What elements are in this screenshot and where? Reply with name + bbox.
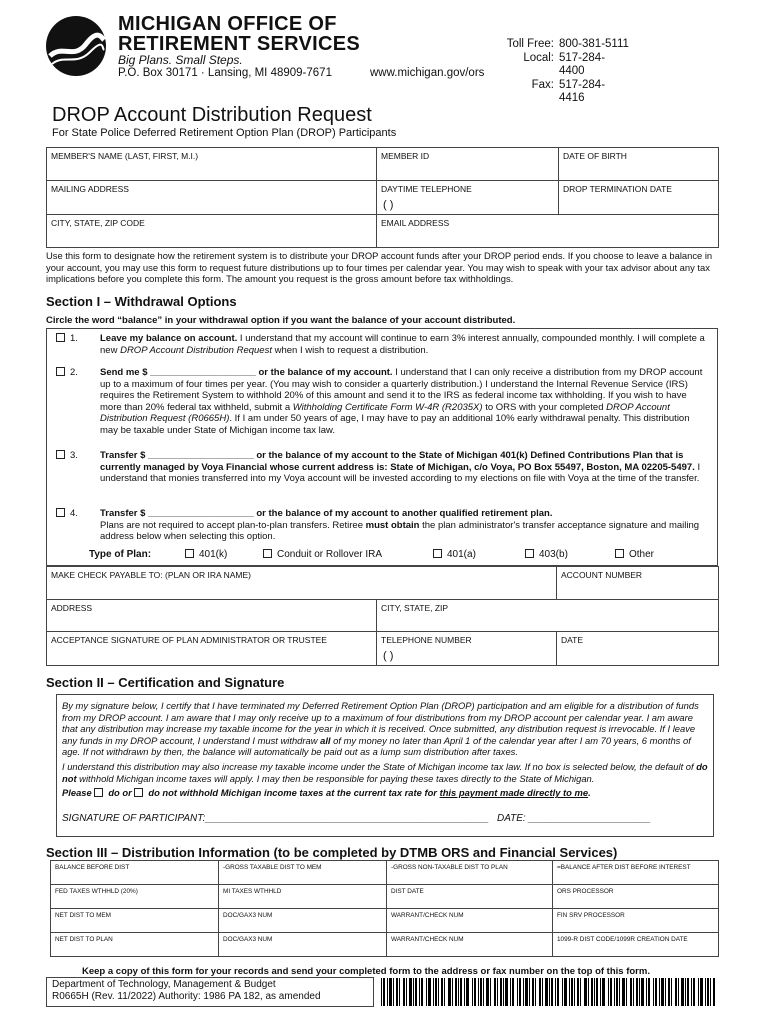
plan-type-403b[interactable]: 403(b) (525, 549, 615, 560)
option-1: 1. Leave my balance on account. I understand that my account will continue to earn 3% interest annually, compounded monthly. I will complete a new DROP Account Distribution Request when I wish to request a distribution. (56, 333, 708, 356)
section3-title: Section III – Distribution Information (to be completed by DTMB ORS and Financial Services) (46, 845, 618, 860)
barcode-bar (659, 978, 660, 1006)
option-3-checkbox[interactable] (56, 450, 65, 459)
barcode-bar (512, 978, 514, 1006)
plan-phone-area-code: ( ) (383, 650, 394, 662)
barcode-bar (393, 978, 394, 1006)
barcode-bar (557, 978, 559, 1006)
barcode-bar (490, 978, 491, 1006)
signature-date-line[interactable]: DATE: ______________________ (497, 812, 651, 824)
signature-row (62, 813, 708, 825)
participant-signature-line[interactable]: SIGNATURE OF PARTICIPANT:___________________________________________________ (62, 812, 489, 824)
barcode-bar (458, 978, 459, 1006)
barcode-bar (700, 978, 703, 1006)
plan-type-ira[interactable]: Conduit or Rollover IRA (263, 549, 433, 560)
plan-403b-checkbox[interactable] (525, 549, 534, 558)
barcode-bar (569, 978, 570, 1006)
plan-telephone-field[interactable]: TELEPHONE NUMBER ( ) (377, 632, 557, 666)
barcode-bar (710, 978, 711, 1006)
dist-cell[interactable]: -GROSS NON-TAXABLE DIST TO PLAN (387, 861, 553, 885)
account-number-field[interactable]: ACCOUNT NUMBER (557, 567, 719, 600)
contact-block (470, 38, 630, 106)
barcode-bar (594, 978, 595, 1006)
barcode-bar (438, 978, 439, 1006)
toll-free-number: 800-381-5111 (559, 38, 629, 50)
plan-type-label: Type of Plan: (89, 549, 152, 560)
page-title: DROP Account Distribution Request (52, 104, 372, 126)
barcode-bar (564, 978, 567, 1006)
distribution-info-table (50, 860, 719, 957)
barcode-bar (532, 978, 534, 1006)
dist-cell[interactable]: NET DIST TO PLAN (51, 933, 219, 957)
ors-logo-icon (44, 14, 108, 78)
barcode-bar (503, 978, 504, 1006)
po-box-address: P.O. Box 30171 · Lansing, MI 48909-7671 (118, 67, 332, 79)
dist-cell[interactable]: WARRANT/CHECK NUM (387, 933, 553, 957)
barcode-bar (626, 978, 627, 1006)
transfer-plan-table (46, 566, 719, 666)
barcode-bar (591, 978, 593, 1006)
local-number: 517-284-4400 (559, 51, 606, 77)
barcode-bar (610, 978, 612, 1006)
date-of-birth-field[interactable]: DATE OF BIRTH (559, 148, 719, 181)
barcode-bar (478, 978, 479, 1006)
barcode-bar (678, 978, 679, 1006)
barcode-bar (661, 978, 664, 1006)
barcode-bar (441, 978, 443, 1006)
section2-title: Section II – Certification and Signature (46, 675, 285, 690)
barcode-bar (387, 978, 388, 1006)
barcode-bar (505, 978, 508, 1006)
barcode-bar (426, 978, 427, 1006)
drop-termination-date-field[interactable]: DROP TERMINATION DATE (559, 181, 719, 215)
barcode-bar (614, 978, 615, 1006)
footer-form-number: R0665H (Rev. 11/2022) Authority: 1986 PA 182, as amended (52, 991, 321, 1002)
barcode-bar (577, 978, 579, 1006)
dist-cell[interactable]: FED TAXES WTHHLD (20%) (51, 885, 219, 909)
barcode-bar (639, 978, 640, 1006)
barcode-bar (419, 978, 420, 1006)
dist-cell[interactable]: NET DIST TO MEM (51, 909, 219, 933)
barcode-bar (713, 978, 715, 1006)
barcode-bar (455, 978, 457, 1006)
barcode-bar (665, 978, 666, 1006)
dist-cell[interactable]: 1099-R DIST CODE/1099R CREATION DATE (553, 933, 719, 957)
barcode-bar (653, 978, 654, 1006)
barcode-bar (681, 978, 684, 1006)
certification-paragraph-2: I understand this distribution may also increase my taxable income under the State of Michigan income tax law. If no box is selected below, the default of do not withhold Michigan income taxes will apply. I may then be responsible for paying these taxes directly to the State of Michigan. (62, 760, 708, 784)
barcode-bar (497, 978, 498, 1006)
barcode-bar (472, 978, 473, 1006)
barcode-bar (641, 978, 644, 1006)
barcode-bar (525, 978, 528, 1006)
barcode-bar (646, 978, 647, 1006)
barcode-bar (480, 978, 482, 1006)
barcode-bar (519, 978, 521, 1006)
barcode-bar (406, 978, 407, 1006)
barcode-bar (698, 978, 699, 1006)
local-label: Local: (523, 51, 554, 64)
barcode-bar (545, 978, 548, 1006)
barcode-bar (562, 978, 563, 1006)
check-payable-field[interactable]: MAKE CHECK PAYABLE TO: (PLAN OR IRA NAME) (47, 567, 557, 600)
plan-city-state-zip-field[interactable]: CITY, STATE, ZIP (377, 600, 719, 632)
barcode-bar (675, 978, 677, 1006)
barcode-bar (608, 978, 609, 1006)
barcode-bar (460, 978, 462, 1006)
option-2-checkbox[interactable] (56, 367, 65, 376)
barcode-bar (383, 978, 385, 1006)
dist-cell[interactable]: DOC/GAX3 NUM (219, 933, 387, 957)
barcode-icon (381, 978, 717, 1006)
fax-label: Fax: (531, 78, 554, 91)
barcode-bar (574, 978, 575, 1006)
dist-cell[interactable]: DIST DATE (387, 885, 553, 909)
barcode-bar (539, 978, 541, 1006)
email-address-field[interactable]: EMAIL ADDRESS (377, 215, 719, 248)
barcode-bar (389, 978, 392, 1006)
barcode-bar (409, 978, 412, 1006)
toll-free-label: Toll Free: (506, 38, 554, 50)
certification-paragraph-1: By my signature below, I certify that I have terminated my Deferred Retirement Option Plan (DROP) participation and am eligible for a distribution of funds from my DROP account. I am aware that I may only receive up to a maximum of four distributions from my DROP account per calendar year. I am aware that any distribution may increase my taxable income for the year in which it is received. Once submitted, any distribution request is irrevocable. If I leave any funds in my DROP account, I understand I must withdraw all of my money no later than April 1 of the calendar year after I am 70 years, 6 months of age. If not withdrawn by then, the balance will automatically be paid out as a lump sum distribution after taxes. (62, 700, 699, 758)
barcode-bar (474, 978, 476, 1006)
barcode-bar (648, 978, 650, 1006)
barcode-bar (448, 978, 451, 1006)
member-info-table (46, 147, 719, 248)
barcode-bar (381, 978, 382, 1006)
barcode-bar (668, 978, 670, 1006)
option-3: 3. Transfer $ ____________________ or the balance of my account to the State of Michigan 401(k) Defined Contributions Plan that is currently managed by Voya Financial whose current address is: State of Michigan, c/o Voya, PO Box 55497, Boston, MA 02205-5497. I understand that monies transferred into my Voya account will be invested according to my elections on file with Voya at the time of the transfer. (56, 450, 708, 485)
plan-type-row (89, 549, 654, 560)
barcode-bar (596, 978, 598, 1006)
barcode-bar (630, 978, 632, 1006)
option-4-checkbox[interactable] (56, 508, 65, 517)
keep-copy-notice: Keep a copy of this form for your records and send your completed form to the address or fax number on the top of this form. (82, 966, 650, 977)
daytime-telephone-field[interactable]: DAYTIME TELEPHONE ( ) (377, 181, 559, 215)
barcode-bar (415, 978, 417, 1006)
barcode-bar (529, 978, 530, 1006)
barcode-bar (542, 978, 543, 1006)
certification-box (56, 694, 714, 837)
plan-date-field[interactable]: DATE (557, 632, 719, 666)
dist-cell[interactable]: MI TAXES WTHHLD (219, 885, 387, 909)
plan-type-401k[interactable]: 401(k) (185, 549, 263, 560)
dist-cell[interactable]: FIN SRV PROCESSOR (553, 909, 719, 933)
barcode-bar (483, 978, 484, 1006)
barcode-bar (517, 978, 518, 1006)
barcode-bar (580, 978, 581, 1006)
barcode-bar (494, 978, 496, 1006)
barcode-bar (655, 978, 657, 1006)
mailing-address-field[interactable]: MAILING ADDRESS (47, 181, 377, 215)
barcode-bar (705, 978, 706, 1006)
plan-address-field[interactable]: ADDRESS (47, 600, 377, 632)
barcode-bar (555, 978, 556, 1006)
section1-note: Circle the word “balance” in your withdrawal option if you want the balance of your account distributed. (46, 315, 516, 326)
plan-401a-checkbox[interactable] (433, 549, 442, 558)
barcode-bar (571, 978, 573, 1006)
plan-ira-checkbox[interactable] (263, 549, 272, 558)
barcode-bar (636, 978, 638, 1006)
barcode-bar (413, 978, 414, 1006)
barcode-bar (403, 978, 405, 1006)
dist-cell[interactable]: -GROSS TAXABLE DIST TO MEM (219, 861, 387, 885)
barcode-bar (616, 978, 618, 1006)
intro-paragraph: Use this form to designate how the retirement system is to distribute your DROP account funds after your DROP period ends. If you choose to leave a balance in your account, you may use this form to request future distributions up to four times per calendar year. You may wish to speak with your tax advisor about any tax implications before you complete this form. The amount you request is the gross amount before tax withholdings. (46, 250, 713, 284)
fax-number: 517-284-4416 (559, 78, 606, 104)
org-name-line1: MICHIGAN OFFICE OF (118, 13, 337, 35)
dist-cell[interactable]: WARRANT/CHECK NUM (387, 909, 553, 933)
footer-department: Department of Technology, Management & Budget (52, 979, 276, 990)
website: www.michigan.gov/ors (370, 67, 485, 79)
dist-cell[interactable]: =BALANCE AFTER DIST BEFORE INTEREST (553, 861, 719, 885)
org-name-line2: RETIREMENT SERVICES (118, 33, 361, 55)
barcode-bar (588, 978, 589, 1006)
city-state-zip-field[interactable]: CITY, STATE, ZIP CODE (47, 215, 377, 248)
plan-other-checkbox[interactable] (615, 549, 624, 558)
barcode-bar (549, 978, 550, 1006)
plan-type-401a[interactable]: 401(a) (433, 549, 525, 560)
barcode-bar (435, 978, 437, 1006)
phone-area-code: ( ) (383, 199, 394, 211)
barcode-bar (671, 978, 672, 1006)
plan-type-other[interactable]: Other (615, 549, 654, 560)
barcode-bar (619, 978, 620, 1006)
barcode-bar (584, 978, 587, 1006)
option-2: 2. Send me $ ____________________ or the balance of my account. I understand that I can only receive a distribution from my DROP account up to a maximum of four times per year. (You may wish to consider a quarterly distribution.) I understand the Internal Revenue Service (IRS) requires the Retirement System to withhold 20% of this amount and send it to the IRS as federal income tax withholding. If you wish to have more than 20% federal tax withheld, submit a Withholding Certificate Form W-4R (R2035X) to ORS with your completed DROP Account Distribution Request (R0665H). If I am under 50 years of age, I may have to pay an additional 10% early withdrawal penalty. This distribution may be taxable under State of Michigan income tax law. (56, 367, 708, 437)
barcode-bar (466, 978, 469, 1006)
tagline: Big Plans. Small Steps. (118, 53, 243, 67)
barcode-bar (428, 978, 431, 1006)
barcode-bar (551, 978, 553, 1006)
acceptance-signature-field[interactable]: ACCEPTANCE SIGNATURE OF PLAN ADMINISTRATOR OR TRUSTEE (47, 632, 377, 666)
barcode-bar (602, 978, 605, 1006)
barcode-bar (486, 978, 489, 1006)
dist-cell[interactable]: ORS PROCESSOR (553, 885, 719, 909)
barcode-bar (691, 978, 692, 1006)
option-4: 4. Transfer $ ____________________ or the balance of my account to another qualified retirement plan. Plans are not required to accept plan-to-plan transfers. Retiree must obtain the plan administrator's transfer acceptance signature and mailing address below when selecting this option. (56, 508, 708, 543)
barcode-bar (600, 978, 601, 1006)
barcode-bar (464, 978, 465, 1006)
barcode-bar (421, 978, 423, 1006)
dist-cell[interactable]: BALANCE BEFORE DIST (51, 861, 219, 885)
plan-401k-checkbox[interactable] (185, 549, 194, 558)
barcode-bar (687, 978, 689, 1006)
footer-box (46, 977, 374, 1007)
barcode-bar (622, 978, 625, 1006)
barcode-bar (452, 978, 453, 1006)
barcode-bar (707, 978, 709, 1006)
barcode-bar (444, 978, 445, 1006)
withhold-do-checkbox[interactable] (94, 788, 103, 797)
member-id-field[interactable]: MEMBER ID (377, 148, 559, 181)
withhold-do-not-checkbox[interactable] (134, 788, 143, 797)
barcode-bar (510, 978, 511, 1006)
section1-title: Section I – Withdrawal Options (46, 294, 237, 309)
barcode-bar (693, 978, 695, 1006)
option-1-checkbox[interactable] (56, 333, 65, 342)
barcode-bar (396, 978, 398, 1006)
barcode-bar (433, 978, 434, 1006)
member-name-field[interactable]: MEMBER'S NAME (LAST, FIRST, M.I.) (47, 148, 377, 181)
barcode-bar (633, 978, 634, 1006)
withholding-choice: Please do or do not withhold Michigan income taxes at the current tax rate for this payment made directly to me. (62, 787, 591, 799)
barcode-bar (535, 978, 536, 1006)
dist-cell[interactable]: DOC/GAX3 NUM (219, 909, 387, 933)
page-subtitle: For State Police Deferred Retirement Option Plan (DROP) Participants (52, 127, 397, 139)
barcode-bar (523, 978, 524, 1006)
barcode-bar (500, 978, 502, 1006)
barcode-bar (685, 978, 686, 1006)
barcode-bar (399, 978, 400, 1006)
